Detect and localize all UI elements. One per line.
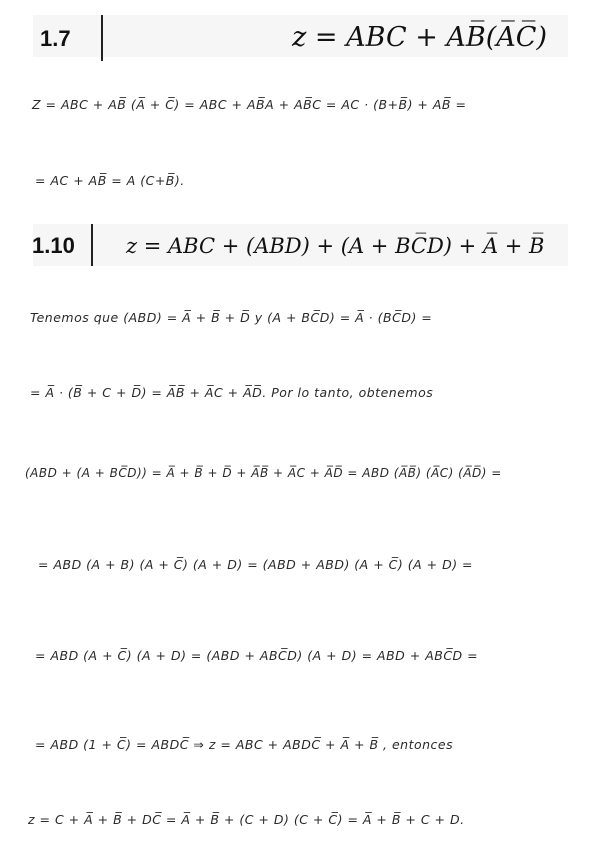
- separator-bar: [101, 15, 103, 61]
- separator-bar: [91, 224, 93, 266]
- work-line: z = C + A̅ + B̅ + DC̅ = A̅ + B̅ + (C + D) (C + C̅) = A̅ + B̅ + C + D.: [28, 812, 465, 827]
- work-line: = AC + AB̅ = A (C+B̅).: [35, 173, 185, 188]
- work-line: Z = ABC + AB̅ (A̅ + C̅) = ABC + AB̅A + AB̅C = AC · (B+B̅) + AB̅ =: [32, 97, 467, 112]
- exercise-number: 1.7: [40, 26, 71, 51]
- exercise-formula: z = ABC + AB̅(A̅C̅): [292, 22, 547, 53]
- exercise-number: 1.10: [32, 233, 75, 258]
- work-line: = ABD (A + B) (A + C̅) (A + D) = (ABD + ABD) (A + C̅) (A + D) =: [38, 557, 474, 572]
- work-line: = ABD (1 + C̅) = ABDC̅ ⇒ z = ABC + ABDC̅ + A̅ + B̅ , entonces: [35, 737, 454, 752]
- work-line: Tenemos que (ABD) = A̅ + B̅ + D̅ y (A + BC̅D) = A̅ · (BC̅D) =: [30, 310, 433, 325]
- work-line: (ABD + (A + BC̅D)) = A̅ + B̅ + D̅ + A̅B̅ + A̅C + A̅D̅ = ABD (A̅B̅) (A̅C) (A̅D̅) =: [25, 466, 502, 480]
- work-line: = A̅ · (B̅ + C + D̅) = A̅B̅ + A̅C + A̅D̅. Por lo tanto, obtenemos: [30, 385, 434, 400]
- exercise-formula: z = ABC + (ABD) + (A + BC̅D) + A̅ + B̅: [126, 234, 545, 258]
- work-line: = ABD (A + C̅) (A + D) = (ABD + ABC̅D) (A + D) = ABD + ABC̅D =: [35, 648, 479, 663]
